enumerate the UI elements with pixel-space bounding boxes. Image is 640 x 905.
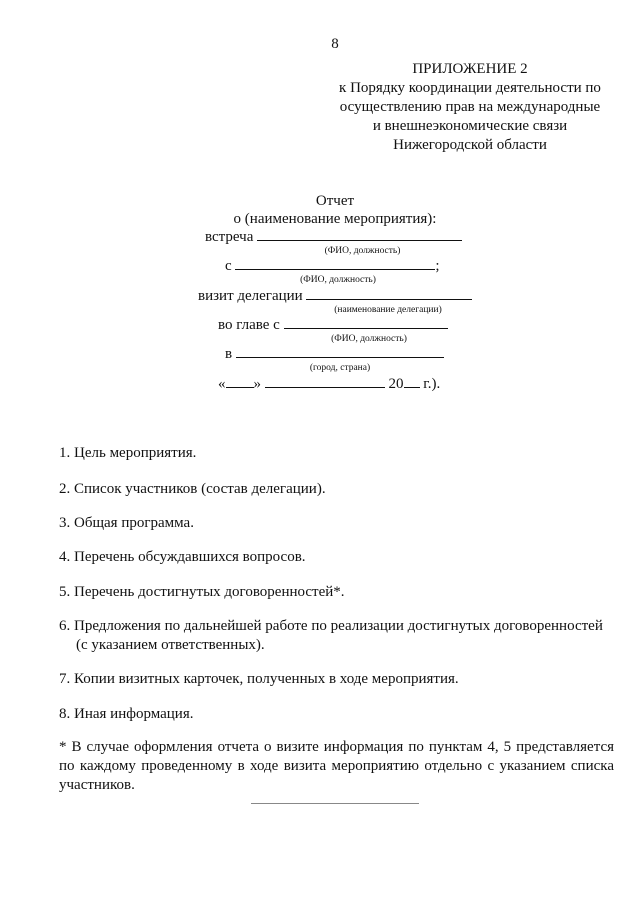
delegation-hint: (наименование делегации) [334,305,442,315]
footnote: * В случае оформления отчета о визите информация по пунктам 4, 5 представляется по каждому проведенному в ходе визита мероприятию отдельно с указанием списка участников. [59,739,614,793]
list-item: 6. Предложения по дальнейшей работе по реализации достигнутых договоренностей [59,618,603,634]
meeting-hint: (ФИО, должность) [324,246,401,256]
list-item-continuation: (с указанием ответственных). [76,637,265,653]
appendix-line: Нижегородской области [393,137,547,153]
list-item: 1. Цель мероприятия. [59,445,197,461]
visit-label: визит делегации [198,288,303,304]
date-close-quote: » [253,376,261,392]
date-field [218,376,440,393]
list-item: 8. Иная информация. [59,706,194,722]
city-hint: (город, страна) [309,363,371,373]
year-blank-line [404,386,420,388]
appendix-line: и внешнеэкономические связи [372,118,568,134]
day-blank-line [226,386,254,388]
headed-label: во главе с [218,317,280,333]
report-subtitle: о (наименование мероприятия): [233,211,437,227]
list-item: 5. Перечень достигнутых договоренностей*. [59,584,345,600]
visit-blank-line [306,298,472,300]
list-item: 3. Общая программа. [59,515,194,531]
meeting-field [205,229,462,246]
end-divider [251,803,419,804]
appendix-line: к Порядку координации деятельности по [339,80,601,96]
headed-hint: (ФИО, должность) [331,334,407,344]
page-number: 8 [331,36,339,52]
with-suffix: ; [435,258,440,274]
with-hint: (ФИО, должность) [300,275,376,285]
visit-field [198,288,472,305]
location-field [225,346,444,363]
appendix-header [330,60,610,155]
date-open-quote: « [218,376,226,392]
headed-blank-line [284,327,448,329]
month-blank-line [265,386,385,388]
list-item: 4. Перечень обсуждавшихся вопросов. [59,549,306,565]
headed-field [218,317,448,334]
year-suffix: г.). [423,376,441,392]
meeting-blank-line [257,239,462,241]
location-blank-line [236,356,444,358]
appendix-line: осуществлению прав на международные [339,99,601,115]
with-label: с [225,258,232,274]
list-item: 7. Копии визитных карточек, полученных в ходе мероприятия. [59,671,459,687]
with-field [225,258,440,275]
with-blank-line [235,268,435,270]
year-prefix: 20 [388,376,404,392]
in-label: в [225,346,233,362]
meeting-label: встреча [205,229,254,245]
report-title: Отчет [315,193,355,209]
appendix-title: ПРИЛОЖЕНИЕ 2 [412,61,528,77]
list-item: 2. Список участников (состав делегации). [59,481,326,497]
